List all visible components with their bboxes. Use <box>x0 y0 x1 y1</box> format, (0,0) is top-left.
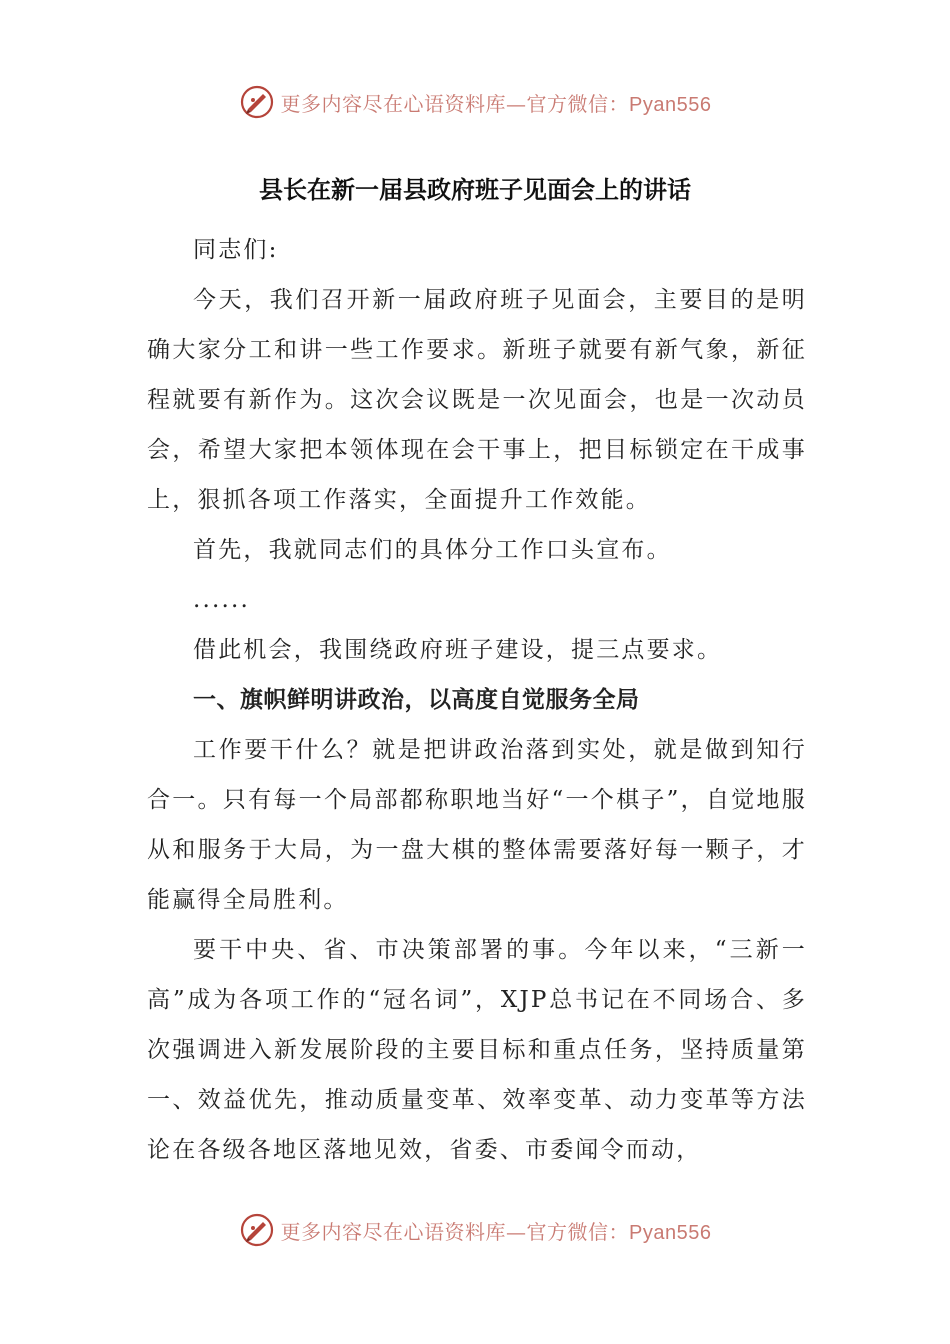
watermark-label: 官方微信： <box>526 91 630 116</box>
watermark-handle: Pyan556 <box>629 1221 712 1244</box>
document-body <box>147 225 807 1175</box>
watermark-separator: — <box>506 91 527 116</box>
paragraph: 借此机会，我围绕政府班子建设，提三点要求。 <box>193 637 723 663</box>
pen-circle-logo-icon <box>239 84 275 120</box>
watermark-banner-bottom <box>0 1210 950 1250</box>
section-heading-1: 一、旗帜鲜明讲政治，以高度自觉服务全局 <box>193 687 640 713</box>
paragraph: 今天，我们召开新一届政府班子见面会，主要目的是明确大家分工和讲一些工作要求。新班子就要有新气象，新征程就要有新作为。这次会议既是一次见面会，也是一次动员会，希望大家把本领体现在会干事上，把目标锁定在干成事上，狠抓各项工作落实，全面提升工作效能。 <box>147 287 807 513</box>
watermark-label: 官方微信： <box>526 1219 630 1244</box>
watermark-site-name: 更多内容尽在心语资料库 <box>280 91 507 116</box>
pen-circle-logo-icon <box>239 1212 275 1248</box>
paragraph: 工作要干什么？就是把讲政治落到实处，就是做到知行合一。只有每一个局部都称职地当好“一个棋子”，自觉地服从和服务于大局，为一盘大棋的整体需要落好每一颗子，才能赢得全局胜利。 <box>147 737 807 913</box>
paragraph-salutation: 同志们: <box>193 237 279 263</box>
paragraph: 首先，我就同志们的具体分工作口头宣布。 <box>193 537 672 563</box>
paragraph-ellipsis: ...... <box>193 587 251 613</box>
watermark-separator: — <box>506 1219 527 1244</box>
watermark-site-name: 更多内容尽在心语资料库 <box>280 1219 507 1244</box>
watermark-banner-top <box>0 82 950 122</box>
document-title: 县长在新一届县政府班子见面会上的讲话 <box>259 175 691 204</box>
paragraph: 要干中央、省、市决策部署的事。今年以来，“三新一高”成为各项工作的“冠名词”，XJP总书记在不同场合、多次强调进入新发展阶段的主要目标和重点任务，坚持质量第一、效益优先，推动质量变革、效率变革、动力变革等方法论在各级各地区落地见效，省委、市委闻令而动， <box>147 937 807 1163</box>
watermark-handle: Pyan556 <box>629 93 712 116</box>
